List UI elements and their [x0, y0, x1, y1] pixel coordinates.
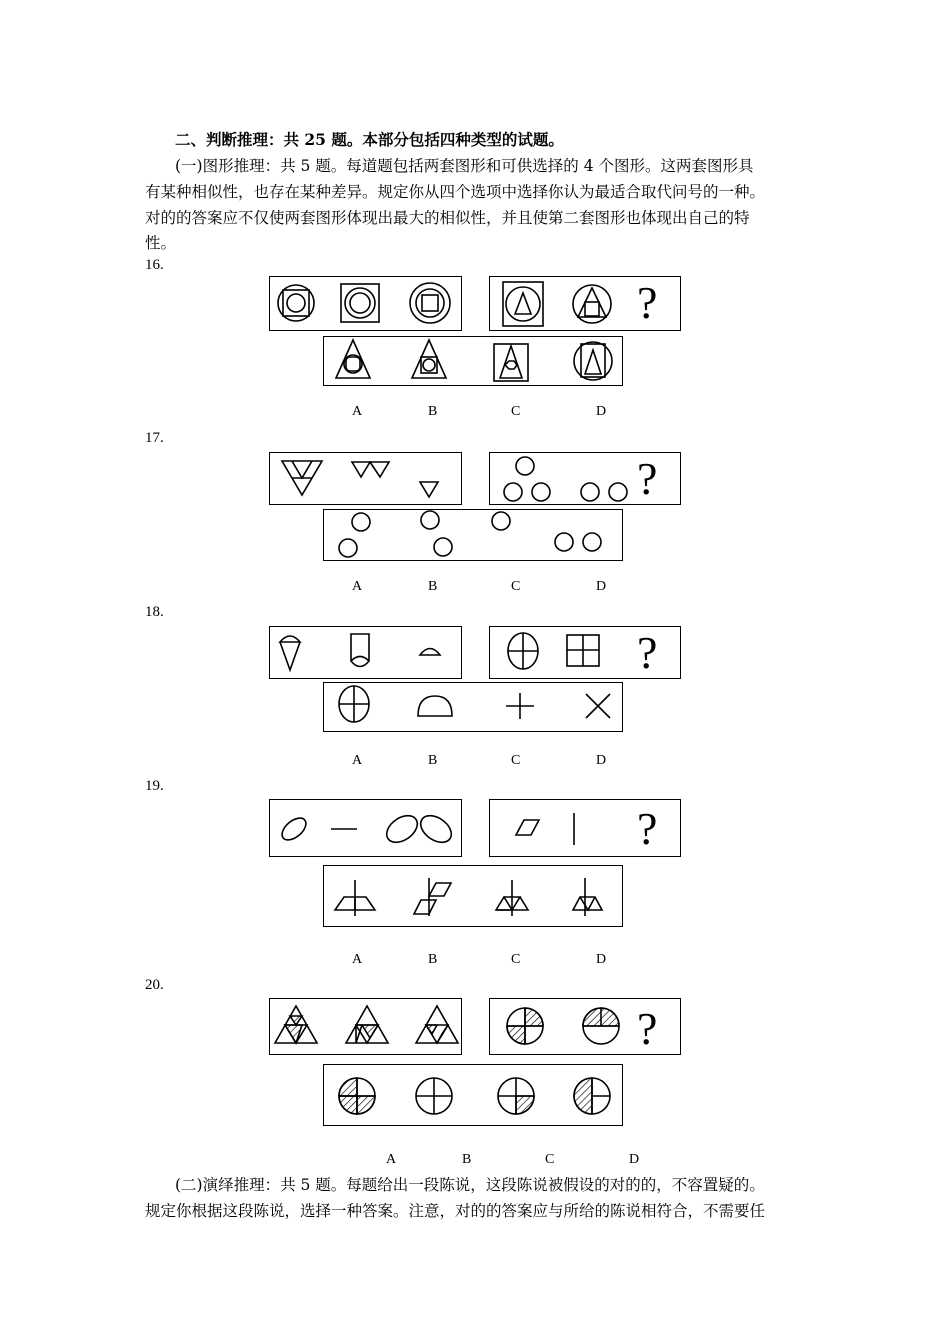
option-label-b: B — [462, 1152, 472, 1167]
option-label-c: C — [511, 952, 521, 967]
option-label-b: B — [428, 579, 438, 594]
option-label-a: A — [352, 952, 363, 967]
option-label-d: D — [596, 579, 607, 594]
option-label-d: D — [596, 404, 607, 419]
intro-line-4: 性。 — [145, 234, 177, 252]
option-label-a: A — [386, 1152, 397, 1167]
question-mark: ? — [637, 1003, 658, 1054]
option-label-d: D — [596, 753, 607, 768]
option-label-c: C — [511, 579, 521, 594]
option-label-c: C — [511, 753, 521, 768]
question-number: 16. — [145, 257, 164, 273]
deductive-intro-line-2: 规定你根据这段陈说，选择一种答案。注意，对的的答案应与所给的陈说相符合，不需要任 — [145, 1202, 766, 1220]
question-number: 17. — [145, 430, 164, 446]
option-label-b: B — [428, 952, 438, 967]
option-label-a: A — [352, 579, 363, 594]
question-mark: ? — [637, 277, 658, 328]
question-number: 20. — [145, 977, 164, 993]
option-label-b: B — [428, 753, 438, 768]
intro-line-3: 对的的答案应不仅使两套图形体现出最大的相似性，并且使第二套图形也体现出自己的特 — [145, 209, 750, 227]
option-label-c: C — [511, 404, 521, 419]
question-mark: ? — [637, 453, 658, 504]
option-label-d: D — [629, 1152, 640, 1167]
option-label-a: A — [352, 404, 363, 419]
deductive-intro-line-1: (二)演绎推理：共 5 题。每题给出一段陈说，这段陈说被假设的对的的，不容置疑的。 — [175, 1176, 765, 1194]
option-label-b: B — [428, 404, 438, 419]
question-mark: ? — [637, 627, 658, 678]
question-number: 19. — [145, 778, 164, 794]
section-heading: 二、判断推理：共 25 题。本部分包括四种类型的试题。 — [175, 130, 564, 149]
option-label-c: C — [545, 1152, 555, 1167]
intro-line-2: 有某种相似性，也存在某种差异。规定你从四个选项中选择你认为最适合取代问号的一种。 — [145, 183, 766, 201]
question-mark: ? — [637, 803, 658, 854]
intro-line-1: (一)图形推理：共 5 题。每道题包括两套图形和可供选择的 4 个图形。这两套图形具 — [175, 157, 754, 175]
option-label-d: D — [596, 952, 607, 967]
question-number: 18. — [145, 604, 164, 620]
option-label-a: A — [352, 753, 363, 768]
